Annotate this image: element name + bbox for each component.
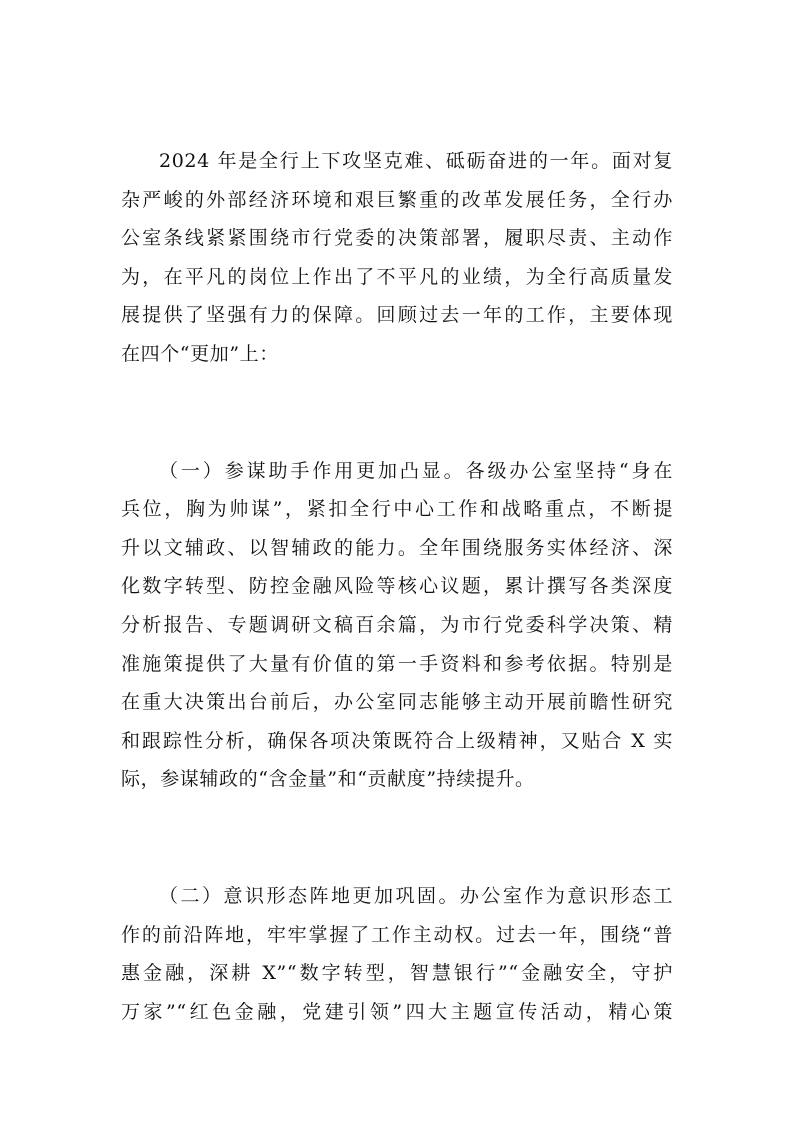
paragraph-intro [121,142,673,374]
text-line: （一）参谋助手作用更加凸显。各级办公室坚持“身在 [159,459,673,482]
text-line: 化数字转型、防控金融风险等核心议题，累计撰写各类深度 [121,575,673,598]
text-line: 际，参谋辅政的“含金量”和“贡献度”持续提升。 [121,768,535,791]
text-line: 为，在平凡的岗位上作出了不平凡的业绩，为全行高质量发 [121,265,673,288]
text-line: 惠金融，深耕 X”“数字转型，智慧银行”“金融安全，守护 [121,962,673,985]
text-line: 和跟踪性分析，确保各项决策既符合上级精神，又贴合 X 实 [121,729,673,752]
text-line: 展提供了坚强有力的保障。回顾过去一年的工作，主要体现 [121,304,673,327]
paragraph-gap [121,374,673,452]
text-line: 兵位，胸为帅谋”，紧扣全行中心工作和战略重点，不断提 [121,498,673,521]
text-line: 在重大决策出台前后，办公室同志能够主动开展前瞻性研究 [121,691,673,714]
text-line: 万家”“红色金融，党建引领”四大主题宣传活动，精心策 [121,1000,673,1023]
text-line: 公室条线紧紧围绕市行党委的决策部署，履职尽责、主动作 [121,227,673,250]
paragraph-gap [121,799,673,877]
text-line: 在四个“更加”上： [121,342,279,365]
paragraph-section-1 [121,452,673,799]
text-line: （二）意识形态阵地更加巩固。办公室作为意识形态工 [159,884,673,907]
paragraph-section-2 [121,877,673,1031]
document-body [121,142,673,1031]
text-line: 分析报告、专题调研文稿百余篇，为市行党委科学决策、精 [121,613,673,636]
text-line: 准施策提供了大量有价值的第一手资料和参考依据。特别是 [121,652,673,675]
text-line: 作的前沿阵地，牢牢掌握了工作主动权。过去一年，围绕“普 [121,923,673,946]
text-line: 杂严峻的外部经济环境和艰巨繁重的改革发展任务，全行办 [121,188,673,211]
text-line: 升以文辅政、以智辅政的能力。全年围绕服务实体经济、深 [121,536,673,559]
text-line: 2024 年是全行上下攻坚克难、砥砺奋进的一年。面对复 [159,150,673,172]
